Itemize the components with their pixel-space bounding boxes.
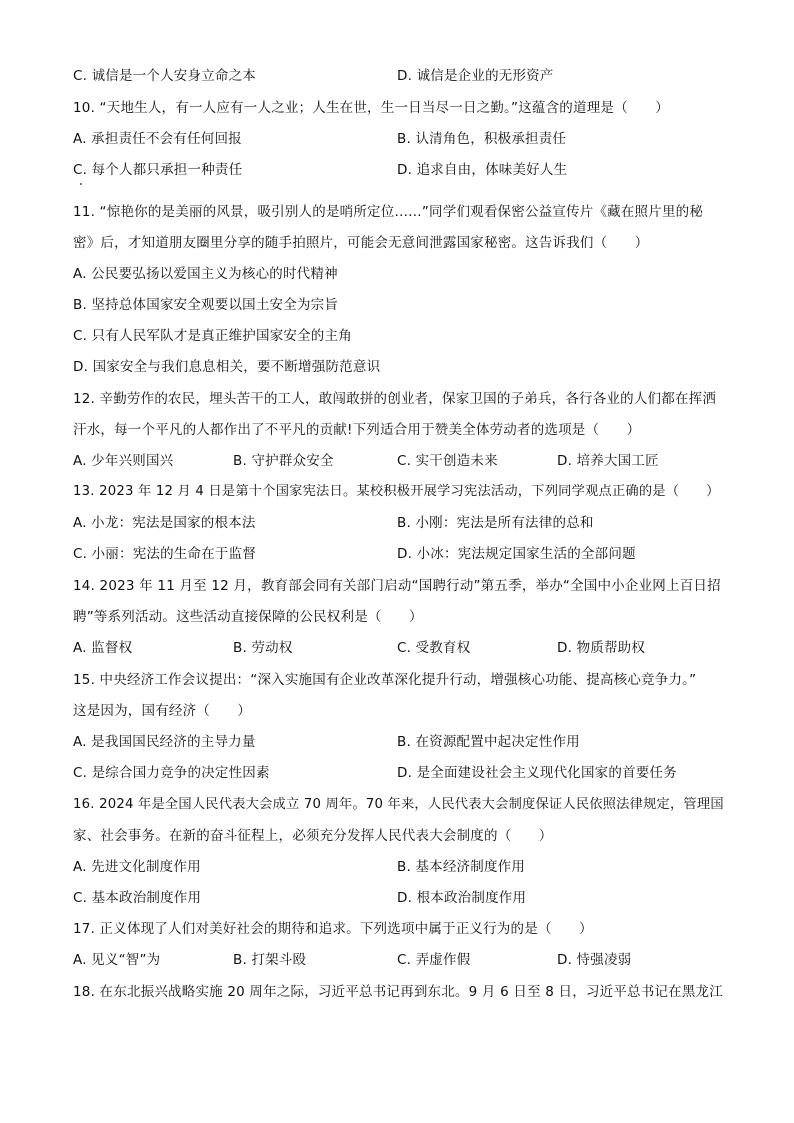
q14-option-c: C. 受教育权 xyxy=(397,640,471,656)
q11-option-b: B. 坚持总体国家安全观要以国土安全为宗旨 xyxy=(73,297,339,313)
q14-option-a: A. 监督权 xyxy=(73,640,133,656)
q11-stem-line-2: 密》后，才知道朋友圈里分享的随手拍照片，可能会无意间泄露国家秘密。这告诉我们（ ） xyxy=(73,235,649,251)
q12-stem-line-2: 汗水，每一个平凡的人都作出了不平凡的贡献!下列适合用于赞美全体劳动者的选项是（ ） xyxy=(73,422,641,438)
stray-mark xyxy=(80,183,82,185)
q12-stem-line-1: 12. 辛勤劳作的农民，埋头苦干的工人，敢闯敢拼的创业者，保家卫国的子弟兵，各行各业的人们都在挥洒 xyxy=(73,391,717,407)
q15-stem-line-1: 15. 中央经济工作会议提出：“深入实施国有企业改革深化提升行动，增强核心功能、提高核心竞争力。” xyxy=(73,672,697,688)
q16-option-a: A. 先进文化制度作用 xyxy=(73,859,201,875)
q13-option-d: D. 小冰：宪法规定国家生活的全部问题 xyxy=(397,546,636,562)
q13-stem: 13. 2023 年 12 月 4 日是第十个国家宪法日。某校积极开展学习宪法活动，下列同学观点正确的是（ ） xyxy=(73,484,720,499)
q15-option-b: B. 在资源配置中起决定性作用 xyxy=(397,734,580,750)
q9-option-c: C. 诚信是一个人安身立命之本 xyxy=(73,68,257,84)
q14-stem-line-2: 聘”等系列活动。这些活动直接保障的公民权利是（ ） xyxy=(73,609,423,625)
q11-option-c: C. 只有人民军队才是真正维护国家安全的主角 xyxy=(73,328,352,344)
q10-option-d: D. 追求自由，体味美好人生 xyxy=(397,162,568,178)
q13-option-a: A. 小龙：宪法是国家的根本法 xyxy=(73,515,256,531)
q17-stem: 17. 正义体现了人们对美好社会的期待和追求。下列选项中属于正义行为的是（ ） xyxy=(73,921,593,937)
q15-option-a: A. 是我国国民经济的主导力量 xyxy=(73,734,256,750)
q15-stem-line-2: 这是因为，国有经济（ ） xyxy=(73,703,252,719)
q15-option-d: D. 是全面建设社会主义现代化国家的首要任务 xyxy=(397,765,677,781)
q12-option-a: A. 少年兴则国兴 xyxy=(73,453,174,469)
q16-option-b: B. 基本经济制度作用 xyxy=(397,859,526,875)
q17-option-c: C. 弄虚作假 xyxy=(397,952,471,968)
q10-option-c: C. 每个人都只承担一种责任 xyxy=(73,162,243,178)
q12-option-b: B. 守护群众安全 xyxy=(233,453,334,469)
q16-stem-line-2: 家、社会事务。在新的奋斗征程上，必须充分发挥人民代表大会制度的（ ） xyxy=(73,828,553,844)
q17-option-d: D. 恃强凌弱 xyxy=(557,952,632,968)
q13-option-b: B. 小刚：宪法是所有法律的总和 xyxy=(397,515,594,531)
q13-option-c: C. 小丽：宪法的生命在于监督 xyxy=(73,546,257,562)
q10-option-a: A. 承担责任不会有任何回报 xyxy=(73,131,242,147)
q16-option-d: D. 根本政治制度作用 xyxy=(397,890,527,906)
q12-option-d: D. 培养大国工匠 xyxy=(557,453,659,469)
q10-option-b: B. 认清角色，积极承担责任 xyxy=(397,131,567,147)
q9-option-d: D. 诚信是企业的无形资产 xyxy=(397,68,554,84)
q17-option-a: A. 见义“智”为 xyxy=(73,952,161,968)
q14-option-d: D. 物质帮助权 xyxy=(557,640,646,656)
q10-stem: 10. “天地生人，有一人应有一人之业；人生在世，生一日当尽一日之勤。”这蕴含的道理是（ ） xyxy=(73,100,669,116)
q11-option-a: A. 公民要弘扬以爱国主义为核心的时代精神 xyxy=(73,266,338,282)
q18-stem-line-1: 18. 在东北振兴战略实施 20 周年之际，习近平总书记再到东北。9 月 6 日至 8 日，习近平总书记在黑龙江 xyxy=(73,984,723,1000)
q14-option-b: B. 劳动权 xyxy=(233,640,293,656)
q16-option-c: C. 基本政治制度作用 xyxy=(73,890,202,906)
q12-option-c: C. 实干创造未来 xyxy=(397,453,498,469)
q16-stem-line-1: 16. 2024 年是全国人民代表大会成立 70 周年。70 年来，人民代表大会制度保证人民依照法律规定，管理国 xyxy=(73,797,724,812)
q11-option-d: D. 国家安全与我们息息相关，要不断增强防范意识 xyxy=(73,359,381,375)
q15-option-c: C. 是综合国力竞争的决定性因素 xyxy=(73,765,270,781)
q14-stem-line-1: 14. 2023 年 11 月至 12 月，教育部会同有关部门启动“国聘行动”第五季，举办“全国中小企业网上百日招 xyxy=(73,578,721,594)
q17-option-b: B. 打架斗殴 xyxy=(233,952,307,968)
q11-stem-line-1: 11. “惊艳你的是美丽的风景，吸引别人的是哨所定位……”同学们观看保密公益宣传片《藏在照片里的秘 xyxy=(73,204,704,220)
